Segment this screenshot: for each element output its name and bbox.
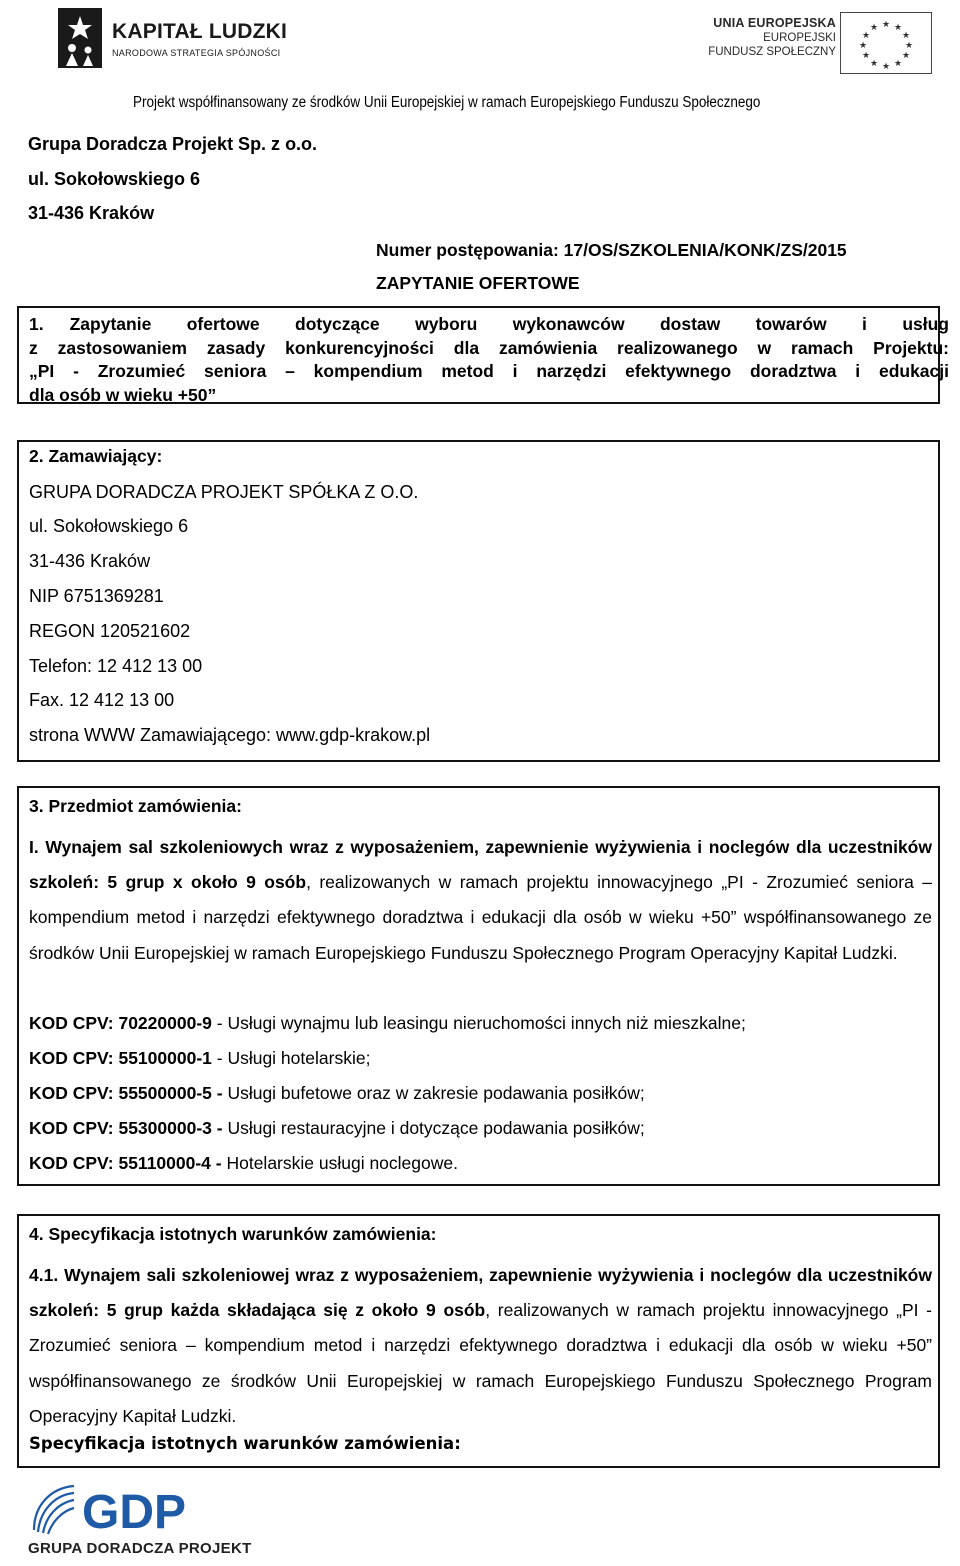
svg-text:★: ★ — [861, 50, 871, 60]
section-2-box — [17, 440, 940, 762]
eu-line-1: UNIA EUROPEJSKA — [713, 16, 836, 30]
specification-description — [29, 1258, 932, 1434]
cpv-description: Hotelarskie usługi noclegowe. — [221, 1153, 458, 1173]
subject-description-bold: I. Wynajem sal szkoleniowych wraz z wyposażeniem, zapewnienie wyżywienia i noclegów dla uczestników szkoleń: 5 grup x około 9 osób — [29, 837, 932, 893]
sender-street: ul. Sokołowskiego 6 — [28, 169, 201, 189]
subject-description — [29, 830, 932, 971]
gdp-logo — [28, 1478, 252, 1562]
svg-text:★: ★ — [901, 50, 911, 60]
cpv-description: - Usługi hotelarskie; — [211, 1048, 371, 1068]
section-1-text — [29, 313, 949, 407]
svg-text:★: ★ — [869, 22, 879, 32]
section-4-heading: 4. Specyfikacja istotnych warunków zamówienia: — [29, 1224, 437, 1244]
svg-text:★: ★ — [869, 58, 879, 68]
procedure-number: Numer postępowania: 17/OS/SZKOLENIA/KONK/ZS/2015 — [376, 240, 847, 260]
contracting-party-city: 31-436 Kraków — [29, 551, 151, 571]
section-1-number: 1. — [29, 314, 44, 334]
specification-description-rest: , realizowanych w ramach projektu innowacyjnego „PI - Zrozumieć seniora – kompendium metod i narzędzi efektywnego doradztwa i edukacji dla osób w wieku +50” współfinansowanego ze środków Unii Europejskiej w ramach Europejskiego Funduszu Społecznego Program Operacyjny Kapitał Ludzki. — [29, 1300, 933, 1426]
section-1-line-4: dla osób w wieku +50” — [29, 384, 217, 405]
cpv-item — [29, 1153, 458, 1174]
contracting-party-regon: REGON 120521602 — [29, 621, 191, 641]
cpv-description: Usługi bufetowe oraz w zakresie podawania posiłków; — [222, 1083, 645, 1103]
section-1-line-3: „PI - Zrozumieć seniora – kompendium metod i narzędzi efektywnego doradztwa i edukacji — [29, 361, 949, 381]
cpv-code: KOD CPV: 55100000-1 — [29, 1048, 212, 1068]
cpv-item — [29, 1048, 370, 1069]
eu-text-block — [708, 16, 836, 58]
svg-text:★: ★ — [881, 61, 891, 71]
document-title: ZAPYTANIE OFERTOWE — [376, 273, 580, 293]
gdp-mark-text: GDP — [82, 1486, 187, 1539]
sender-city: 31-436 Kraków — [28, 203, 155, 223]
cpv-code: KOD CPV: 55300000-3 - — [29, 1118, 223, 1138]
subject-description-rest: , realizowanych w ramach projektu innowacyjnego „PI - Zrozumieć seniora – kompendium metod i narzędzi efektywnego doradztwa i edukacji dla osób w wieku +50” współfinansowanego ze środków Unii Europejskiej w ramach Europejskiego Funduszu Społecznego Program Operacyjny Kapitał Ludzki. — [29, 872, 932, 963]
eu-flag-icon — [840, 12, 932, 74]
section-1-line-1-text: Zapytanie ofertowe dotyczące wyboru wykonawców dostaw towarów i usług — [69, 314, 949, 334]
eu-line-2: EUROPEJSKI — [763, 32, 836, 44]
cpv-code: KOD CPV: 70220000-9 — [29, 1013, 212, 1033]
contracting-party-fax: Fax. 12 412 13 00 — [29, 690, 175, 710]
section-1-line-1 — [29, 313, 949, 337]
sender-name: Grupa Doradcza Projekt Sp. z o.o. — [28, 134, 318, 154]
cofinancing-note: Projekt współfinansowany ze środków Unii Europejskiej w ramach Europejskiego Funduszu Społecznego — [133, 94, 761, 111]
contracting-party-website: strona WWW Zamawiającego: www.gdp-krakow.pl — [29, 725, 431, 745]
svg-text:★: ★ — [901, 30, 911, 40]
cpv-code: KOD CPV: 55110000-4 - — [29, 1153, 222, 1173]
contracting-party-name: GRUPA DORADCZA PROJEKT SPÓŁKA Z O.O. — [29, 482, 419, 502]
contracting-party-street: ul. Sokołowskiego 6 — [29, 516, 189, 536]
cpv-description: Usługi restauracyjne i dotyczące podawania posiłków; — [222, 1118, 645, 1138]
gdp-caption: GRUPA DORADCZA PROJEKT — [28, 1540, 252, 1557]
section-4-box — [17, 1214, 940, 1468]
gdp-logo-mark-icon — [28, 1478, 228, 1540]
section-3-heading: 3. Przedmiot zamówienia: — [29, 796, 242, 816]
svg-text:★: ★ — [858, 40, 868, 50]
specification-description-bold: 4.1. Wynajem sali szkoleniowej wraz z wyposażeniem, zapewnienie wyżywienia i noclegów dla uczestników szkoleń: 5 grup każda składająca się z około 9 osób — [29, 1265, 932, 1321]
section-1-box — [17, 306, 949, 405]
svg-text:★: ★ — [904, 40, 914, 50]
kl-title: KAPITAŁ LUDZKI — [112, 20, 288, 43]
svg-text:★: ★ — [893, 22, 903, 32]
section-1-line-2: z zastosowaniem zasady konkurencyjności dla zamówienia realizowanego w ramach Projektu: — [29, 337, 949, 358]
svg-text:★: ★ — [893, 58, 903, 68]
cpv-code: KOD CPV: 55500000-5 - — [29, 1083, 223, 1103]
svg-text:★: ★ — [881, 19, 891, 29]
cpv-item — [29, 1118, 645, 1139]
contracting-party-phone: Telefon: 12 412 13 00 — [29, 656, 203, 676]
section-2-heading: 2. Zamawiający: — [29, 446, 163, 466]
cpv-description: - Usługi wynajmu lub leasingu nieruchomości innych niż mieszkalne; — [211, 1013, 746, 1033]
kapital-ludzki-logo — [58, 8, 288, 70]
kapital-ludzki-emblem-icon — [58, 8, 102, 68]
specification-subheading: Specyfikacja istotnych warunków zamówienia: — [29, 1434, 461, 1453]
eu-line-3: FUNDUSZ SPOŁECZNY — [708, 46, 836, 58]
svg-text:★: ★ — [861, 30, 871, 40]
eu-efs-logo — [708, 12, 932, 74]
cpv-item — [29, 1083, 645, 1104]
section-3-box — [17, 786, 940, 1186]
cpv-item — [29, 1013, 746, 1034]
kl-subtitle: NARODOWA STRATEGIA SPÓJNOŚCI — [112, 48, 281, 58]
contracting-party-nip: NIP 6751369281 — [29, 586, 164, 606]
